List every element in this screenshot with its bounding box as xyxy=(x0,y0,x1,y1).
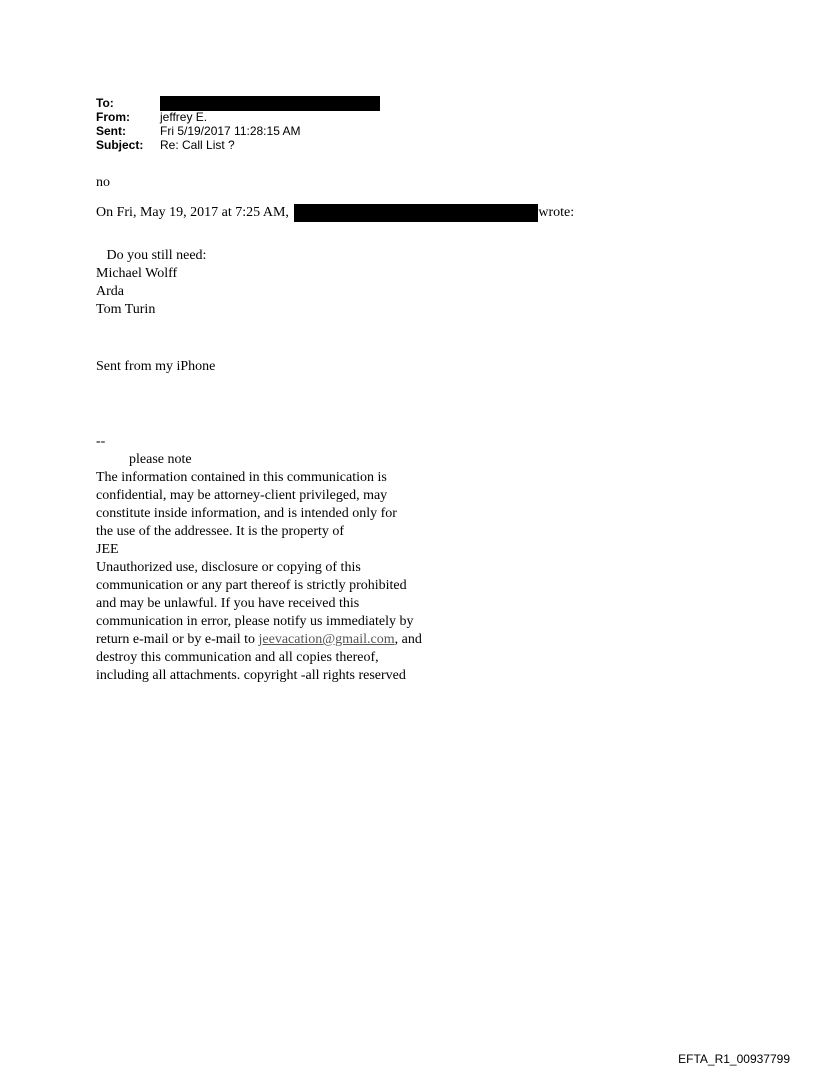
disclaimer-line: JEE xyxy=(96,542,119,557)
quoted-line: Do you still need: xyxy=(96,248,207,263)
quote-wrote: wrote: xyxy=(538,205,575,220)
disclaimer-line: the use of the addressee. It is the property of xyxy=(96,524,345,539)
disclaimer-line: and may be unlawful. If you have received this xyxy=(96,596,360,611)
quote-intro: On Fri, May 19, 2017 at 7:25 AM, xyxy=(96,205,289,220)
sent-value: Fri 5/19/2017 11:28:15 AM xyxy=(160,124,301,138)
subject-label: Subject: xyxy=(96,138,144,152)
redaction-block xyxy=(294,204,538,222)
disclaimer-line: destroy this communication and all copies thereof, xyxy=(96,650,379,665)
from-label: From: xyxy=(96,110,130,124)
quote-intro-line xyxy=(96,204,574,222)
disclaimer-line: communication or any part thereof is strictly prohibited xyxy=(96,578,407,593)
quoted-line: Tom Turin xyxy=(96,302,156,317)
disclaimer-line: constitute inside information, and is intended only for xyxy=(96,506,397,521)
quoted-line: Arda xyxy=(96,284,124,299)
disclaimer-line: The information contained in this communication is xyxy=(96,470,387,485)
separator: -- xyxy=(96,434,106,449)
disclaimer-link-line xyxy=(96,631,422,649)
quoted-line: Michael Wolff xyxy=(96,266,178,281)
document-id: EFTA_R1_00937799 xyxy=(678,1052,790,1066)
disclaimer xyxy=(96,433,422,685)
from-value: jeffrey E. xyxy=(160,110,208,124)
redaction-block xyxy=(160,96,380,111)
to-label: To: xyxy=(96,96,114,110)
reply-text: no xyxy=(96,175,110,190)
to-value xyxy=(160,96,380,111)
sent-label: Sent: xyxy=(96,124,126,138)
disclaimer-line: Unauthorized use, disclosure or copying of this xyxy=(96,560,361,575)
disclaimer-line: including all attachments. copyright -all rights reserved xyxy=(96,668,406,683)
link-suffix: , and xyxy=(394,632,422,647)
disclaimer-line: communication in error, please notify us immediately by xyxy=(96,614,414,629)
subject-value: Re: Call List ? xyxy=(160,138,235,152)
email-link[interactable]: jeevacation@gmail.com xyxy=(258,632,395,647)
quoted-message xyxy=(96,247,206,319)
disclaimer-title: please note xyxy=(129,452,192,467)
disclaimer-line: confidential, may be attorney-client privileged, may xyxy=(96,488,388,503)
link-prefix: return e-mail or by e-mail to xyxy=(96,632,259,647)
signature: Sent from my iPhone xyxy=(96,359,216,374)
